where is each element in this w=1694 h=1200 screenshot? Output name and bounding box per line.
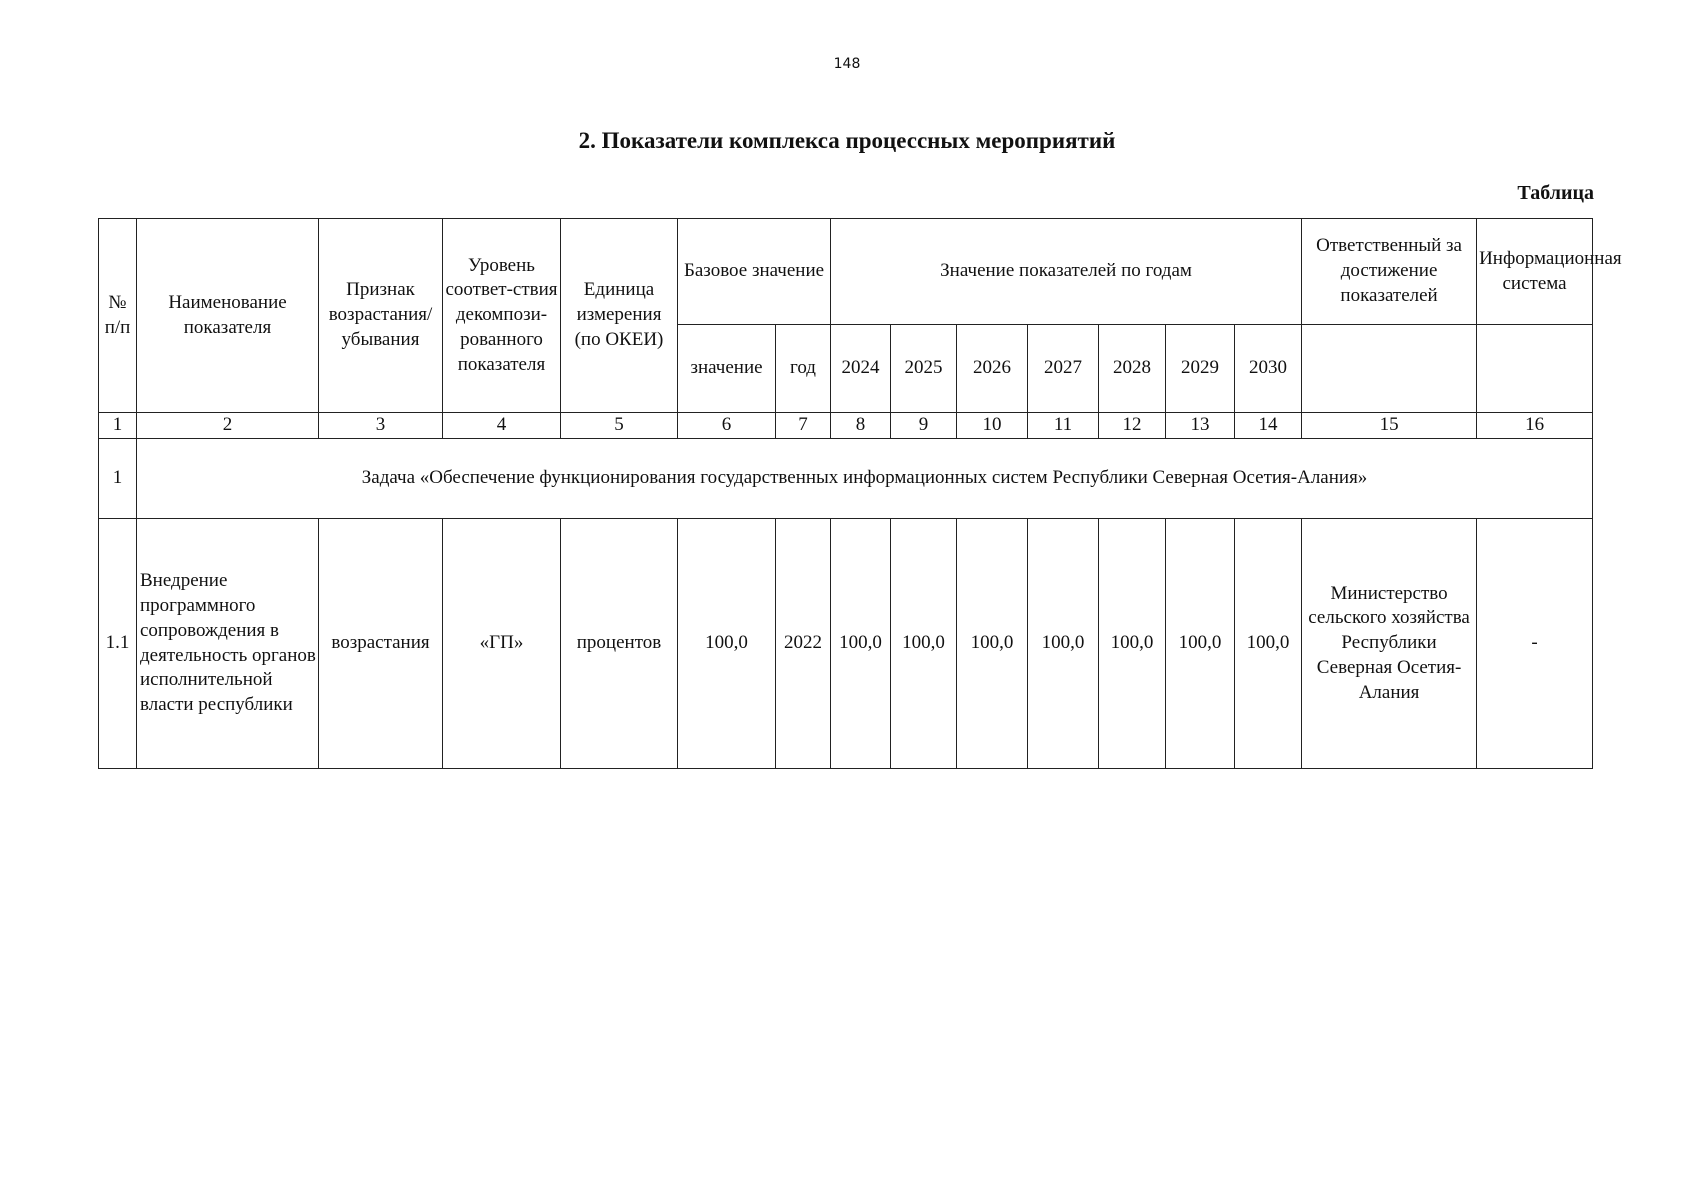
page-number: 148 bbox=[833, 56, 861, 72]
column-number: 4 bbox=[443, 413, 561, 439]
column-number: 10 bbox=[957, 413, 1028, 439]
column-number: 5 bbox=[561, 413, 678, 439]
column-number: 2 bbox=[137, 413, 319, 439]
column-number: 7 bbox=[776, 413, 831, 439]
header-year: 2027 bbox=[1028, 325, 1099, 413]
year-value: 100,0 bbox=[1166, 519, 1235, 769]
header-info-system-empty bbox=[1477, 325, 1593, 413]
year-value: 100,0 bbox=[1235, 519, 1302, 769]
indicators-table bbox=[98, 218, 1622, 769]
year-value: 100,0 bbox=[1099, 519, 1166, 769]
header-base-value: значение bbox=[678, 325, 776, 413]
year-value: 100,0 bbox=[1028, 519, 1099, 769]
indicator-name: Внедрение программного сопровождения в деятельность органов исполнительной власти республики bbox=[137, 519, 319, 769]
column-number: 9 bbox=[891, 413, 957, 439]
header-sign: Признак возрастания/ убывания bbox=[319, 219, 443, 413]
header-year: 2026 bbox=[957, 325, 1028, 413]
responsible-body: Министерство сельского хозяйства Республики Северная Осетия-Алания bbox=[1302, 519, 1477, 769]
year-value: 100,0 bbox=[831, 519, 891, 769]
header-name: Наименование показателя bbox=[137, 219, 319, 413]
column-number: 8 bbox=[831, 413, 891, 439]
document-title: 2. Показатели комплекса процессных мероприятий bbox=[578, 128, 1116, 153]
column-number: 12 bbox=[1099, 413, 1166, 439]
header-base: Базовое значение bbox=[678, 219, 831, 325]
header-year: 2029 bbox=[1166, 325, 1235, 413]
row-number: 1.1 bbox=[99, 519, 137, 769]
column-number: 13 bbox=[1166, 413, 1235, 439]
year-value: 100,0 bbox=[957, 519, 1028, 769]
indicator-level: «ГП» bbox=[443, 519, 561, 769]
header-year: 2028 bbox=[1099, 325, 1166, 413]
column-number: 1 bbox=[99, 413, 137, 439]
year-value: 100,0 bbox=[891, 519, 957, 769]
column-number: 6 bbox=[678, 413, 776, 439]
header-years-group: Значение показателей по годам bbox=[831, 219, 1302, 325]
column-number: 11 bbox=[1028, 413, 1099, 439]
info-system-value: - bbox=[1477, 519, 1593, 769]
task-description: Задача «Обеспечение функционирования государственных информационных систем Республики Северная Осетия-Алания» bbox=[137, 439, 1593, 519]
header-year: 2024 bbox=[831, 325, 891, 413]
table-caption: Таблица bbox=[1517, 182, 1594, 204]
task-number: 1 bbox=[99, 439, 137, 519]
header-num: № п/п bbox=[99, 219, 137, 413]
indicator-unit: процентов bbox=[561, 519, 678, 769]
header-level: Уровень соответ-ствия декомпози-рованного показателя bbox=[443, 219, 561, 413]
header-base-year: год bbox=[776, 325, 831, 413]
column-number: 15 bbox=[1302, 413, 1477, 439]
header-unit: Единица измерения (по ОКЕИ) bbox=[561, 219, 678, 413]
header-year: 2025 bbox=[891, 325, 957, 413]
column-number: 16 bbox=[1477, 413, 1593, 439]
header-info-system: Информационная система bbox=[1477, 219, 1593, 325]
column-number: 14 bbox=[1235, 413, 1302, 439]
header-responsible-empty bbox=[1302, 325, 1477, 413]
header-responsible: Ответственный за достижение показателей bbox=[1302, 219, 1477, 325]
column-number: 3 bbox=[319, 413, 443, 439]
indicator-sign: возрастания bbox=[319, 519, 443, 769]
table-row bbox=[99, 519, 1593, 769]
base-value: 100,0 bbox=[678, 519, 776, 769]
header-year: 2030 bbox=[1235, 325, 1302, 413]
base-year: 2022 bbox=[776, 519, 831, 769]
